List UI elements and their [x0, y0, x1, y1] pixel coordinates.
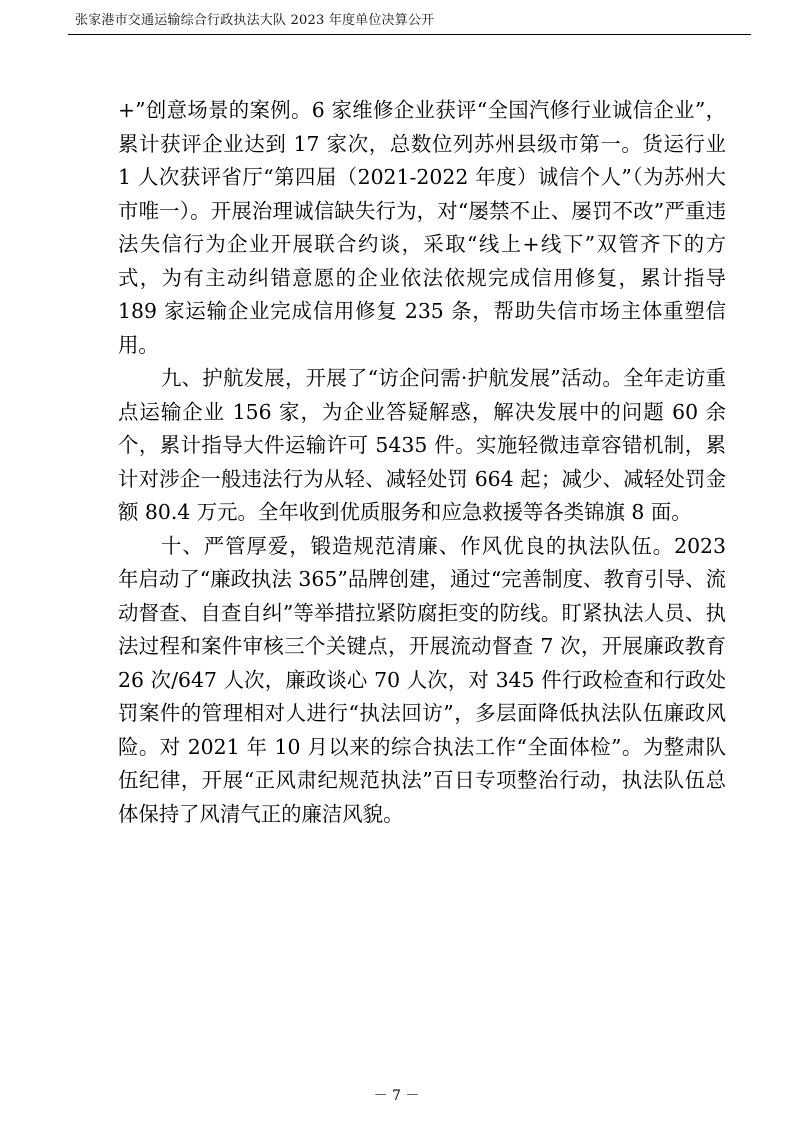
paragraph-escort-development: 九、护航发展，开展了“访企问需·护航发展”活动。全年走访重点运输企业 156 家，为企业答疑解惑，解决发展中的问题 60 余个，累计指导大件运输许可 5435 件。实施轻微违章容错机制，累计对涉企一般违法行为从轻、减轻处罚 664 起；减少、减轻处罚金额 80.4 万元。全年收到优质服务和应急救援等各类锦旗 8 面。	[118, 366, 726, 524]
paragraph-credit-repair: +”创意场景的案例。6 家维修企业获评“全国汽修行业诚信企业”，累计获评企业达到 17 家次，总数位列苏州县级市第一。货运行业 1 人次获评省厅“第四届（2021-2022 年度）诚信个人”（为苏州大市唯一）。开展治理诚信缺失行为，对“屡禁不止、屡罚不改”严重违法失信行为企业开展联合约谈，采取“线上+线下”双管齐下的方式，为有主动纠错意愿的企业依法依规完成信用修复，累计指导 189 家运输企业完成信用修复 235 条，帮助失信市场主体重塑信用。	[118, 98, 726, 357]
header-rule	[68, 34, 751, 35]
page-number: － 7 －	[373, 1088, 420, 1104]
running-header: 张家港市交通运输综合行政执法大队 2023 年度单位决算公开	[75, 13, 435, 28]
paragraph-strict-management: 十、严管厚爱，锻造规范清廉、作风优良的执法队伍。2023 年启动了“廉政执法 365”品牌创建，通过“完善制度、教育引导、流动督查、自查自纠”等举措拉紧防腐拒变的防线。盯紧执法人员、执法过程和案件审核三个关键点，开展流动督查 7 次，开展廉政教育 26 次/647 人次，廉政谈心 70 人次，对 345 件行政检查和行政处罚案件的管理相对人进行“执法回访”，多层面降低执法队伍廉政风险。对 2021 年 10 月以来的综合执法工作“全面体检”。为整肃队伍纪律，开展“正风肃纪规范执法”百日专项整治行动，执法队伍总体保持了风清气正的廉洁风貌。	[118, 533, 726, 826]
document-body	[118, 94, 726, 831]
